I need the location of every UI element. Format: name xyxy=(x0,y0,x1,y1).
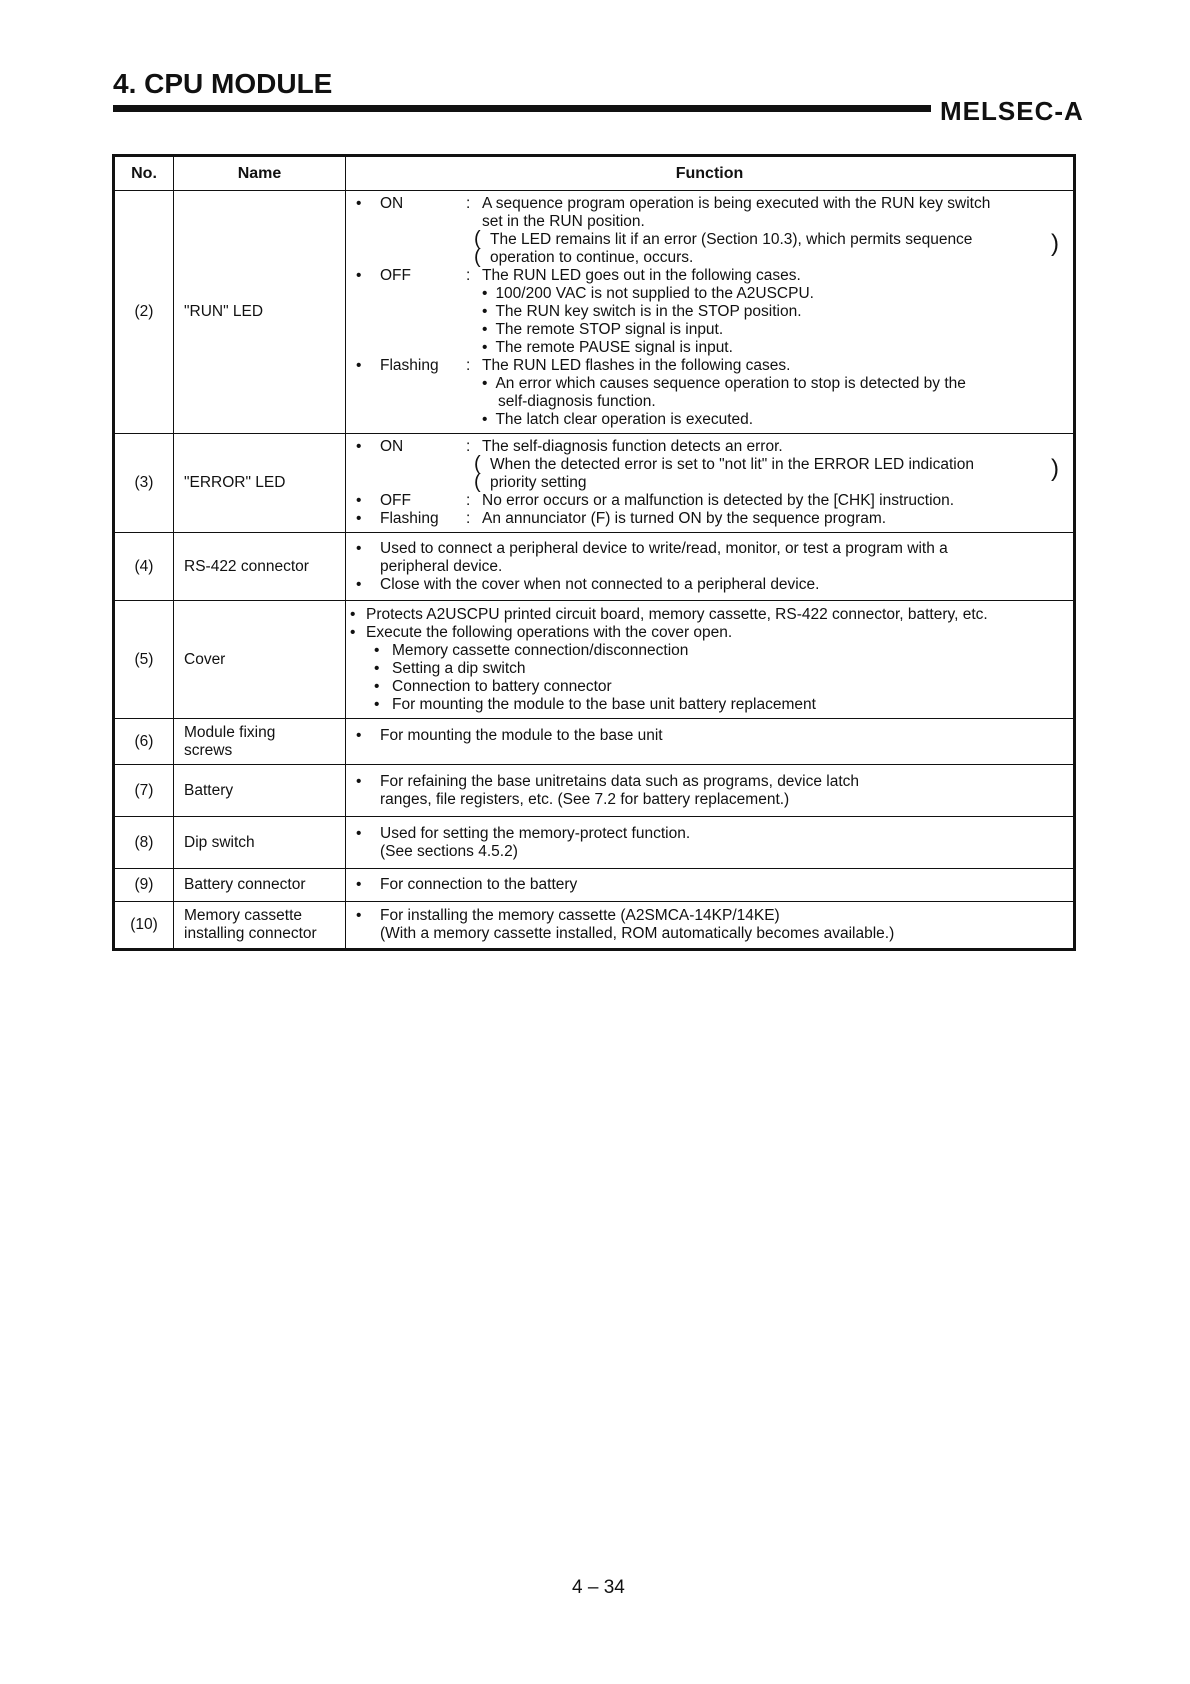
function-subitem: For mounting the module to the base unit battery replacement xyxy=(392,695,816,713)
row-name xyxy=(174,719,346,765)
flash-label: Flashing xyxy=(380,510,439,527)
flash-text: The RUN LED flashes in the following cases. xyxy=(482,357,791,374)
row-no: (8) xyxy=(114,817,174,869)
off-item: The remote STOP signal is input. xyxy=(495,321,724,338)
header-rule xyxy=(113,105,931,112)
function-table xyxy=(112,154,1076,951)
table-row xyxy=(114,719,1075,765)
row-no: (6) xyxy=(114,719,174,765)
table-row xyxy=(114,434,1075,533)
on-text-cont: set in the RUN position. xyxy=(482,213,645,230)
on-note: The LED remains lit if an error (Section 10.3), which permits sequence xyxy=(490,231,973,248)
function-item: Close with the cover when not connected to a peripheral device. xyxy=(380,575,820,593)
row-no: (4) xyxy=(114,533,174,601)
row-name: "RUN" LED xyxy=(174,191,346,434)
on-text: A sequence program operation is being executed with the RUN key switch xyxy=(482,195,991,212)
table-header-row xyxy=(114,156,1075,191)
row-name: Dip switch xyxy=(174,817,346,869)
row-function: • ON : A sequence program operation is being executed with the RUN key switch set in the RUN position. ( The LED remains lit if an error (Section 10.3), which permits sequence ( operation to continue, occurs. ) • OFF : The RUN LED goes out in the following cases. • 100/200 VAC is not supplied to the A2USCPU. • The RUN key switch is in the STOP position. • The remote STOP signal is input. • The remote PAUSE signal is input. • Flashing : The RUN LED flashes in the following cases. • An error which causes sequence operation to stop is detected by the self-diagnosis function. • The latch clear operation is executed. xyxy=(346,191,1075,434)
on-note: When the detected error is set to "not lit" in the ERROR LED indication xyxy=(490,456,974,473)
flash-text: An annunciator (F) is turned ON by the sequence program. xyxy=(482,510,887,527)
table-row xyxy=(114,601,1075,719)
off-item: 100/200 VAC is not supplied to the A2USCPU. xyxy=(495,285,814,302)
function-item: For refaining the base unitretains data such as programs, device latch xyxy=(380,772,860,790)
on-note-cont: priority setting xyxy=(490,474,587,491)
function-item: Protects A2USCPU printed circuit board, memory cassette, RS-422 connector, battery, etc. xyxy=(366,605,988,623)
row-function: • For mounting the module to the base unit xyxy=(346,719,1075,765)
header-no: No. xyxy=(114,156,174,191)
row-function: • Used for setting the memory-protect function. (See sections 4.5.2) xyxy=(346,817,1075,869)
off-label: OFF xyxy=(380,267,411,284)
row-function: • For connection to the battery xyxy=(346,869,1075,902)
row-function: • Used to connect a peripheral device to write/read, monitor, or test a program with a peripheral device. • Close with the cover when not connected to a peripheral device. xyxy=(346,533,1075,601)
row-name: Battery xyxy=(174,765,346,817)
page-title: 4. CPU MODULE xyxy=(113,68,333,99)
function-item: For installing the memory cassette (A2SMCA-14KP/14KE) xyxy=(380,907,780,924)
on-text: The self-diagnosis function detects an error. xyxy=(482,438,783,455)
row-no: (3) xyxy=(114,434,174,533)
function-item: Execute the following operations with the cover open. xyxy=(366,623,733,641)
flash-label: Flashing xyxy=(380,357,439,374)
function-item: Used for setting the memory-protect function. xyxy=(380,824,691,842)
function-item-cont: (With a memory cassette installed, ROM automatically becomes available.) xyxy=(380,925,895,942)
flash-item-cont: self-diagnosis function. xyxy=(498,393,656,410)
row-no: (10) xyxy=(114,902,174,950)
row-name: Battery connector xyxy=(174,869,346,902)
function-subitem: Setting a dip switch xyxy=(392,659,526,677)
row-name: Cover xyxy=(174,601,346,719)
row-no: (5) xyxy=(114,601,174,719)
function-subitem: Memory cassette connection/disconnection xyxy=(392,641,689,659)
flash-item: An error which causes sequence operation to stop is detected by the xyxy=(495,375,966,392)
table-row xyxy=(114,869,1075,902)
function-subitem: Connection to battery connector xyxy=(392,677,612,695)
row-name-line: Memory cassette xyxy=(184,907,303,924)
row-name-line: screws xyxy=(184,741,233,759)
page-number: 4 – 34 xyxy=(572,1577,625,1598)
row-name-line: Module fixing xyxy=(184,723,276,741)
table-row xyxy=(114,902,1075,950)
function-item: For connection to the battery xyxy=(380,876,578,893)
table-row xyxy=(114,765,1075,817)
function-item-cont: ranges, file registers, etc. (See 7.2 for battery replacement.) xyxy=(380,790,790,808)
on-label: ON xyxy=(380,195,404,212)
function-item-cont: (See sections 4.5.2) xyxy=(380,842,518,860)
header-name: Name xyxy=(174,156,346,191)
row-no: (9) xyxy=(114,869,174,902)
off-text: The RUN LED goes out in the following cases. xyxy=(482,267,801,284)
on-label: ON xyxy=(380,438,404,455)
row-name: "ERROR" LED xyxy=(174,434,346,533)
off-item: The remote PAUSE signal is input. xyxy=(495,339,733,356)
table-row xyxy=(114,191,1075,434)
off-label: OFF xyxy=(380,492,411,509)
row-no: (2) xyxy=(114,191,174,434)
row-name-line: installing connector xyxy=(184,925,317,942)
row-function: • ON : The self-diagnosis function detects an error. ( When the detected error is set to "not lit" in the ERROR LED indication ( priority setting ) • OFF : No error occurs or a malfunction is detected by the [CHK] instruction. • Flashing : An annunciator (F) is turned ON by the sequence program. xyxy=(346,434,1075,533)
function-item: For mounting the module to the base unit xyxy=(380,727,663,744)
brand-label: MELSEC-A xyxy=(940,96,1084,126)
header-function: Function xyxy=(346,156,1075,191)
off-item: The RUN key switch is in the STOP position. xyxy=(495,303,802,320)
row-name xyxy=(174,902,346,950)
function-item: Used to connect a peripheral device to write/read, monitor, or test a program with a xyxy=(380,539,948,557)
table-row xyxy=(114,533,1075,601)
function-item-cont: peripheral device. xyxy=(380,557,503,575)
row-function: • Protects A2USCPU printed circuit board, memory cassette, RS-422 connector, battery, etc. • Execute the following operations with the cover open. • Memory cassette connection/disconnection • Setting a dip switch • Connection to battery connector • For mounting the module to the base unit battery replacement xyxy=(346,601,1075,719)
row-no: (7) xyxy=(114,765,174,817)
row-function: • For refaining the base unitretains data such as programs, device latch ranges, file registers, etc. (See 7.2 for battery replacement.) xyxy=(346,765,1075,817)
on-note-cont: operation to continue, occurs. xyxy=(490,249,694,266)
flash-item: The latch clear operation is executed. xyxy=(495,411,754,428)
off-text: No error occurs or a malfunction is detected by the [CHK] instruction. xyxy=(482,492,955,509)
table-row xyxy=(114,817,1075,869)
row-function: • For installing the memory cassette (A2SMCA-14KP/14KE) (With a memory cassette installed, ROM automatically becomes available.) xyxy=(346,902,1075,950)
row-name: RS-422 connector xyxy=(174,533,346,601)
